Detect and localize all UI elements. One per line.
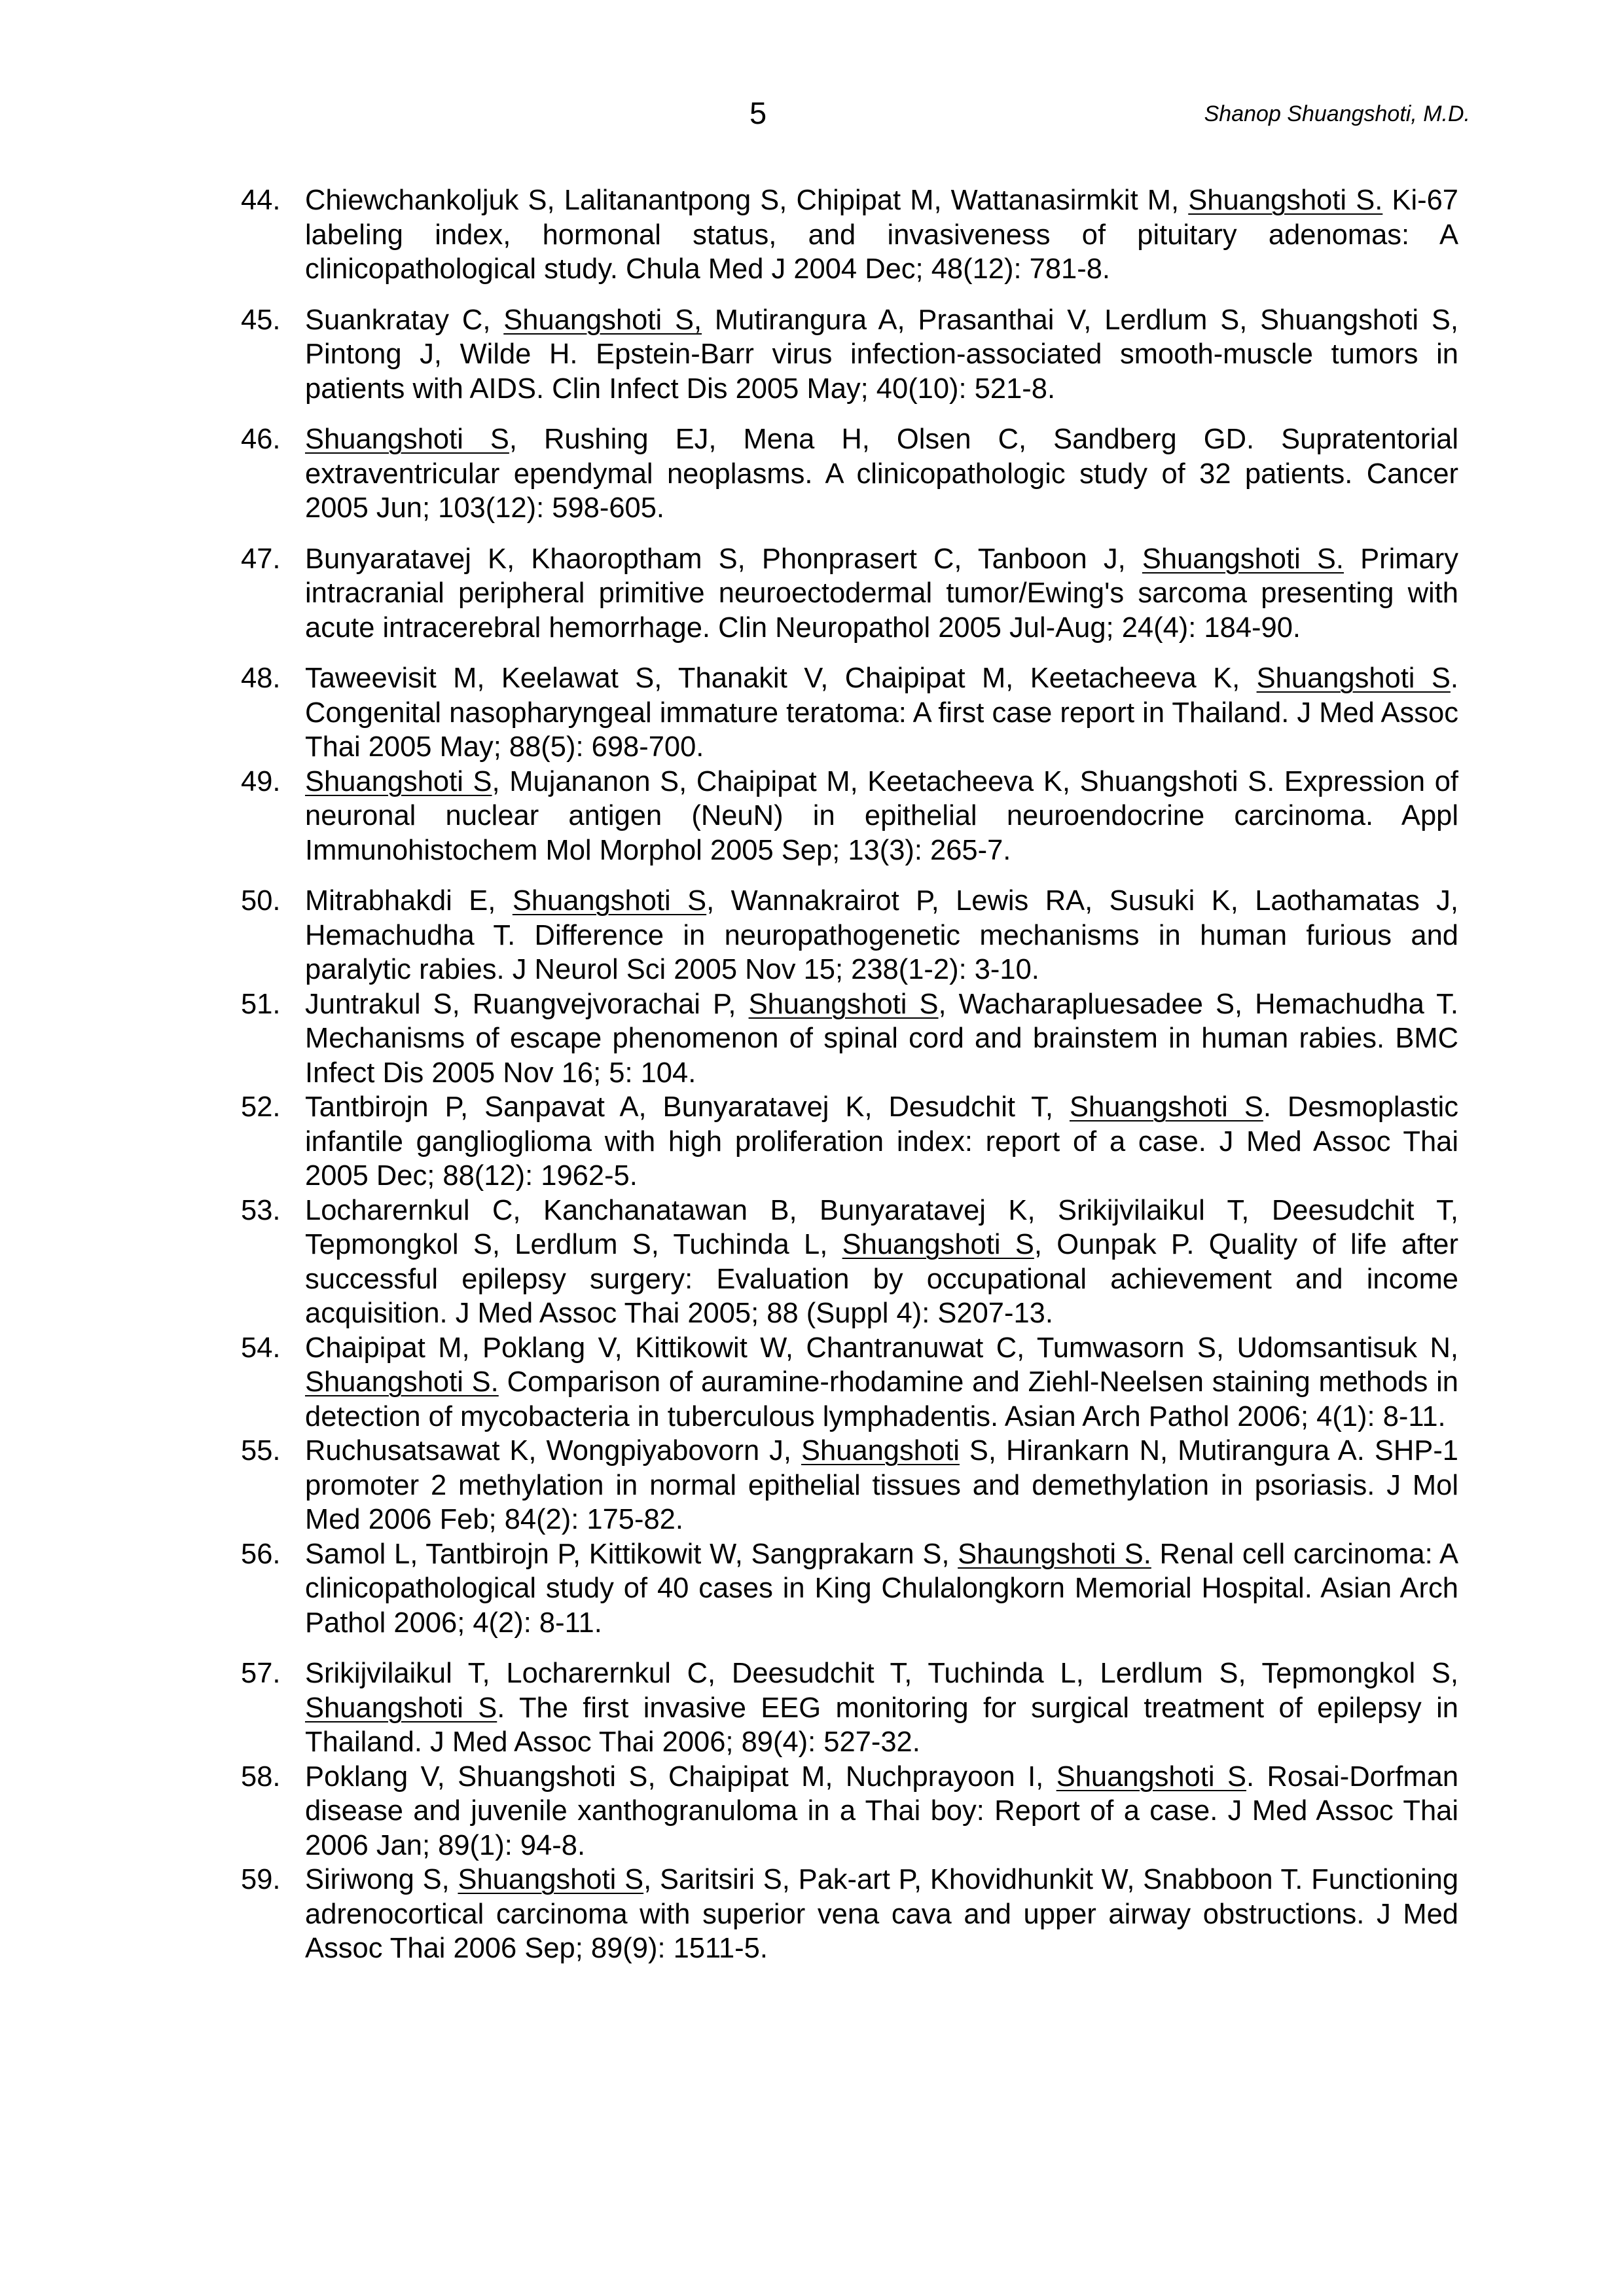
reference-citation	[305, 884, 1458, 987]
citation-details: . Desmoplastic infantile ganglioglioma with high proliferation index: report of a case. J Med Assoc Thai 2005 Dec; 88(12): 1962-5.	[305, 1091, 1458, 1192]
reference-number: 53.	[241, 1194, 281, 1226]
reference-item	[241, 422, 1458, 526]
reference-citation	[305, 1760, 1458, 1863]
reference-citation	[305, 1863, 1458, 1966]
reference-item	[241, 1863, 1458, 1966]
citation-authors: Taweevisit M, Keelawat S, Thanakit V, Chaipipat M, Keetacheeva K,	[305, 663, 1257, 694]
citation-details: , Mujananon S, Chaipipat M, Keetacheeva K, Shuangshoti S. Expression of neuronal nuclear antigen (NeuN) in epithelial neuroendocrine carcinoma. Appl Immunohistochem Mol Morphol 2005 Sep; 13(3): 265-7.	[305, 765, 1458, 866]
reference-item	[241, 1434, 1458, 1537]
citation-details: , Wannakrairot P, Lewis RA, Susuki K, Laothamatas J, Hemachudha T. Difference in neuropathogenetic mechanisms in human furious and paralytic rabies. J Neurol Sci 2005 Nov 15; 238(1-2): 3-10.	[305, 885, 1458, 985]
reference-citation	[305, 183, 1458, 287]
reference-item	[241, 1760, 1458, 1863]
citation-authors: Bunyaratavej K, Khaoroptham S, Phonprasert C, Tanboon J,	[305, 543, 1142, 575]
reference-item	[241, 1090, 1458, 1194]
reference-citation	[305, 422, 1458, 526]
reference-number: 57.	[241, 1658, 281, 1689]
citation-details: Comparison of auramine-rhodamine and Ziehl-Neelsen staining methods in detection of mycobacteria in tuberculous lymphadentis. Asian Arch Pathol 2006; 4(1): 8-11.	[305, 1366, 1458, 1432]
reference-item	[241, 1331, 1458, 1434]
author-highlight: Shuangshoti S,	[503, 304, 702, 336]
reference-number: 58.	[241, 1760, 281, 1793]
reference-citation	[305, 1656, 1458, 1760]
citation-details: Ki-67 labeling index, hormonal status, and invasiveness of pituitary adenomas: A clinicopathological study. Chula Med J 2004 Dec; 48(12): 781-8.	[305, 185, 1458, 285]
citation-authors: Tantbirojn P, Sanpavat A, Bunyaratavej K, Desudchit T,	[305, 1091, 1070, 1123]
author-highlight: Shuangshoti S	[458, 1864, 644, 1895]
reference-number: 45.	[241, 304, 281, 336]
author-highlight: Shuangshoti S	[748, 988, 939, 1020]
citation-details: Mutirangura A, Prasanthai V, Lerdlum S, Shuangshoti S, Pintong J, Wilde H. Epstein-Barr virus infection-associated smooth-muscle tumors in patients with AIDS. Clin Infect Dis 2005 May; 40(10): 521-8.	[305, 304, 1458, 405]
reference-citation	[305, 1537, 1458, 1641]
reference-item	[241, 542, 1458, 646]
reference-number: 54.	[241, 1332, 281, 1364]
citation-details: Renal cell carcinoma: A clinicopathological study of 40 cases in King Chulalongkorn Memorial Hospital. Asian Arch Pathol 2006; 4(2): 8-11.	[305, 1538, 1458, 1639]
citation-details: . Congenital nasopharyngeal immature teratoma: A first case report in Thailand. J Med Assoc Thai 2005 May; 88(5): 698-700.	[305, 663, 1458, 763]
citation-authors: Mitrabhakdi E,	[305, 885, 513, 917]
page-number: 5	[749, 96, 767, 130]
reference-item	[241, 987, 1458, 1091]
citation-details: , Ounpak P. Quality of life after successful epilepsy surgery: Evaluation by occupational achievement and income acquisition. J Med Assoc Thai 2005; 88 (Suppl 4): S207-13.	[305, 1229, 1458, 1329]
reference-number: 50.	[241, 885, 281, 917]
reference-number: 59.	[241, 1864, 281, 1895]
author-highlight: Shuangshoti S	[1069, 1091, 1263, 1123]
reference-citation	[305, 1090, 1458, 1194]
reference-number: 51.	[241, 988, 281, 1020]
reference-number: 52.	[241, 1091, 281, 1123]
citation-authors: Chaipipat M, Poklang V, Kittikowit W, Chantranuwat C, Tumwasorn S, Udomsantisuk N,	[305, 1332, 1458, 1364]
citation-details: , Saritsiri S, Pak-art P, Khovidhunkit W, Snabboon T. Functioning adrenocortical carcinoma with superior vena cava and upper airway obstructions. J Med Assoc Thai 2006 Sep; 89(9): 1511-5.	[305, 1864, 1459, 1964]
citation-details: S, Hirankarn N, Mutirangura A. SHP-1 promoter 2 methylation in normal epithelial tissues and demethylation in psoriasis. J Mol Med 2006 Feb; 84(2): 175-82.	[305, 1435, 1459, 1535]
reference-item	[241, 183, 1458, 287]
reference-citation	[305, 1331, 1458, 1434]
author-highlight: Shuangshoti S	[305, 765, 492, 797]
reference-citation	[305, 303, 1458, 407]
reference-item	[241, 765, 1458, 868]
author-highlight: Shuangshoti S	[512, 885, 707, 917]
author-highlight: Shuangshoti S	[1256, 663, 1451, 694]
reference-number: 46.	[241, 424, 281, 455]
author-highlight: Shuangshoti S	[305, 424, 509, 455]
reference-item	[241, 884, 1458, 987]
citation-authors: Srikijvilaikul T, Locharernkul C, Deesudchit T, Tuchinda L, Lerdlum S, Tepmongkol S,	[305, 1658, 1458, 1689]
citation-authors: Siriwong S,	[305, 1864, 458, 1895]
reference-number: 55.	[241, 1435, 281, 1467]
author-highlight: Shuangshoti S	[305, 1692, 497, 1724]
citation-authors: Samol L, Tantbirojn P, Kittikowit W, Sangprakarn S,	[305, 1538, 958, 1570]
reference-citation	[305, 987, 1458, 1091]
citation-details: , Wacharapluesadee S, Hemachudha T. Mechanisms of escape phenomenon of spinal cord and brainstem in human rabies. BMC Infect Dis 2005 Nov 16; 5: 104.	[305, 988, 1458, 1089]
citation-authors: Juntrakul S, Ruangvejvorachai P,	[305, 988, 749, 1020]
reference-number: 47.	[241, 543, 281, 575]
reference-item	[241, 1537, 1458, 1641]
citation-details: , Rushing EJ, Mena H, Olsen C, Sandberg GD. Supratentorial extraventricular ependymal neoplasms. A clinicopathologic study of 32 patients. Cancer 2005 Jun; 103(12): 598-605.	[305, 424, 1458, 524]
citation-authors: Poklang V, Shuangshoti S, Chaipipat M, Nuchprayoon I,	[305, 1760, 1056, 1793]
reference-number: 48.	[241, 663, 281, 694]
author-highlight: Shuangshoti S.	[1142, 543, 1344, 575]
reference-number: 49.	[241, 765, 281, 797]
author-highlight: Shuangshoti S.	[1188, 185, 1383, 216]
citation-details: . The first invasive EEG monitoring for surgical treatment of epilepsy in Thailand. J Med Assoc Thai 2006; 89(4): 527-32.	[305, 1692, 1459, 1758]
reference-number: 56.	[241, 1538, 281, 1570]
citation-authors: Suankratay C,	[305, 304, 504, 336]
reference-citation	[305, 1434, 1458, 1537]
author-highlight: Shuangshoti S.	[305, 1366, 499, 1398]
citation-authors: Locharernkul C, Kanchanatawan B, Bunyaratavej K, Srikijvilaikul T, Deesudchit T, Tepmongkol S, Lerdlum S, Tuchinda L,	[305, 1194, 1458, 1260]
citation-authors: Ruchusatsawat K, Wongpiyabovorn J,	[305, 1435, 802, 1467]
author-highlight: Shuangshoti	[801, 1435, 960, 1467]
reference-list	[241, 183, 1458, 1966]
citation-authors: Chiewchankoljuk S, Lalitanantpong S, Chipipat M, Wattanasirmkit M,	[305, 185, 1189, 216]
running-head: Shanop Shuangshoti, M.D.	[1204, 101, 1470, 126]
reference-item	[241, 1656, 1458, 1760]
citation-details: . Rosai-Dorfman disease and juvenile xanthogranuloma in a Thai boy: Report of a case. J Med Assoc Thai 2006 Jan; 89(1): 94-8.	[305, 1760, 1459, 1861]
reference-citation	[305, 542, 1458, 646]
reference-citation	[305, 661, 1458, 765]
reference-citation	[305, 1194, 1458, 1331]
reference-item	[241, 303, 1458, 407]
author-highlight: Shaungshoti S.	[958, 1538, 1151, 1570]
reference-item	[241, 1194, 1458, 1331]
author-highlight: Shuangshoti S	[842, 1229, 1034, 1260]
author-highlight: Shuangshoti S	[1056, 1760, 1246, 1793]
reference-citation	[305, 765, 1458, 868]
reference-item	[241, 661, 1458, 765]
citation-details: Primary intracranial peripheral primitive neuroectodermal tumor/Ewing's sarcoma presenting with acute intracerebral hemorrhage. Clin Neuropathol 2005 Jul-Aug; 24(4): 184-90.	[305, 543, 1458, 644]
reference-number: 44.	[241, 185, 281, 216]
